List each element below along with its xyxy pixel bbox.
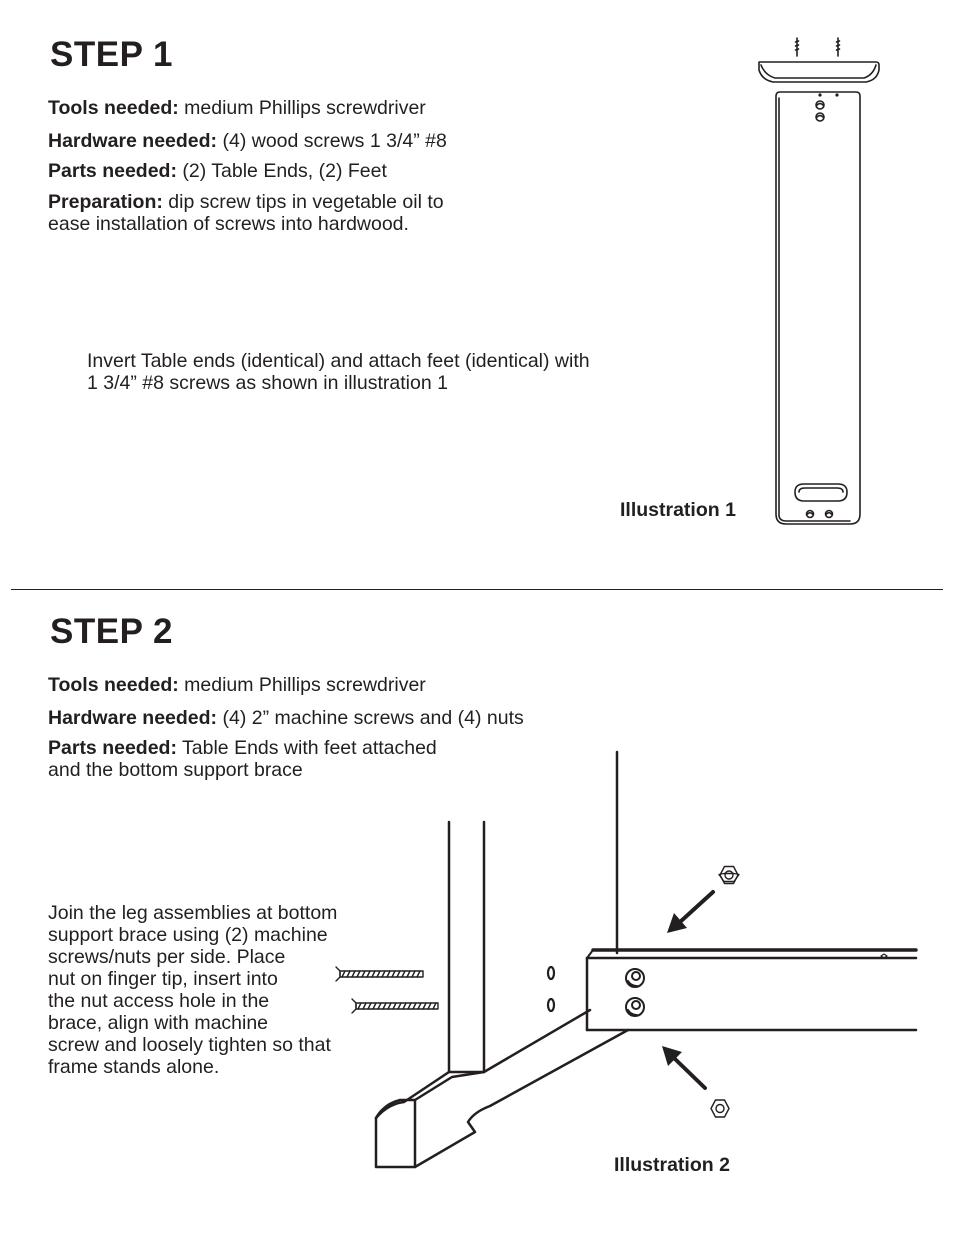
step1-parts-value: (2) Table Ends, (2) Feet: [176, 160, 387, 182]
section-divider: [11, 589, 943, 590]
step1-caption: Illustration 1: [620, 499, 736, 521]
hex-nut-icon: [711, 1100, 729, 1117]
leg-post-near: [449, 822, 484, 1072]
step2-parts-value-1: Table Ends with feet attached: [176, 737, 437, 759]
step2-parts-label: Parts needed:: [48, 737, 177, 759]
step1-parts-label: Parts needed:: [48, 160, 177, 182]
step2-hardware-value: (4) 2” machine screws and (4) nuts: [217, 707, 524, 729]
step1-parts: [48, 160, 387, 182]
step2-hardware-label: Hardware needed:: [48, 707, 218, 729]
bolt-hole-icon: [548, 999, 554, 1011]
step2-parts-value-2: and the bottom support brace: [48, 759, 303, 781]
machine-screw-icon: [352, 999, 438, 1013]
illustration-1: [740, 30, 900, 535]
illustration-2: [0, 740, 954, 1200]
step1-tools-label: Tools needed:: [48, 97, 179, 119]
step1-tools: [48, 97, 426, 119]
machine-screw-icon: [336, 967, 423, 981]
step1-prep-value-1: dip screw tips in vegetable oil to: [162, 191, 444, 213]
arrow-icon: [662, 1046, 705, 1088]
step2-tools: [48, 674, 426, 696]
foot-part: [759, 62, 879, 82]
step1-hardware-label: Hardware needed:: [48, 130, 218, 152]
hex-nut-icon: [719, 867, 739, 884]
step2-tools-label: Tools needed:: [48, 674, 179, 696]
step1-tools-value: medium Phillips screwdriver: [178, 97, 426, 119]
table-end-part: [776, 92, 860, 524]
step1-hardware-value: (4) wood screws 1 3/4” #8: [217, 130, 447, 152]
step1-instruction: Invert Table ends (identical) and attach feet (identical) with 1 3/4” #8 screws as shown in illustration 1: [87, 350, 590, 394]
bolt-hole-icon: [548, 967, 554, 979]
foot-part: [376, 1010, 628, 1167]
support-brace: [587, 950, 916, 1030]
step2-caption: Illustration 2: [614, 1154, 730, 1176]
step2-instruction: Join the leg assemblies at bottom support brace using (2) machine screws/nuts per side. Place nut on finger tip, insert into the nut access hole in the brace, align with machine screw and loosely tighten so that frame stands alone.: [48, 902, 338, 1078]
step2-tools-value: medium Phillips screwdriver: [178, 674, 426, 696]
step2-hardware: [48, 707, 524, 729]
step1-hardware: [48, 130, 447, 152]
nut-access-hole-icon: [626, 998, 644, 1016]
step1-title: STEP 1: [50, 35, 173, 74]
nut-access-hole-icon: [626, 969, 644, 987]
step2-title: STEP 2: [50, 612, 173, 651]
wood-screw-icon: [796, 38, 799, 56]
wood-screw-icon: [837, 38, 840, 56]
arrow-icon: [667, 892, 713, 933]
step1-prep-value-2: ease installation of screws into hardwood.: [48, 213, 409, 235]
step1-prep-label: Preparation:: [48, 191, 163, 213]
step1-preparation: [48, 191, 444, 235]
